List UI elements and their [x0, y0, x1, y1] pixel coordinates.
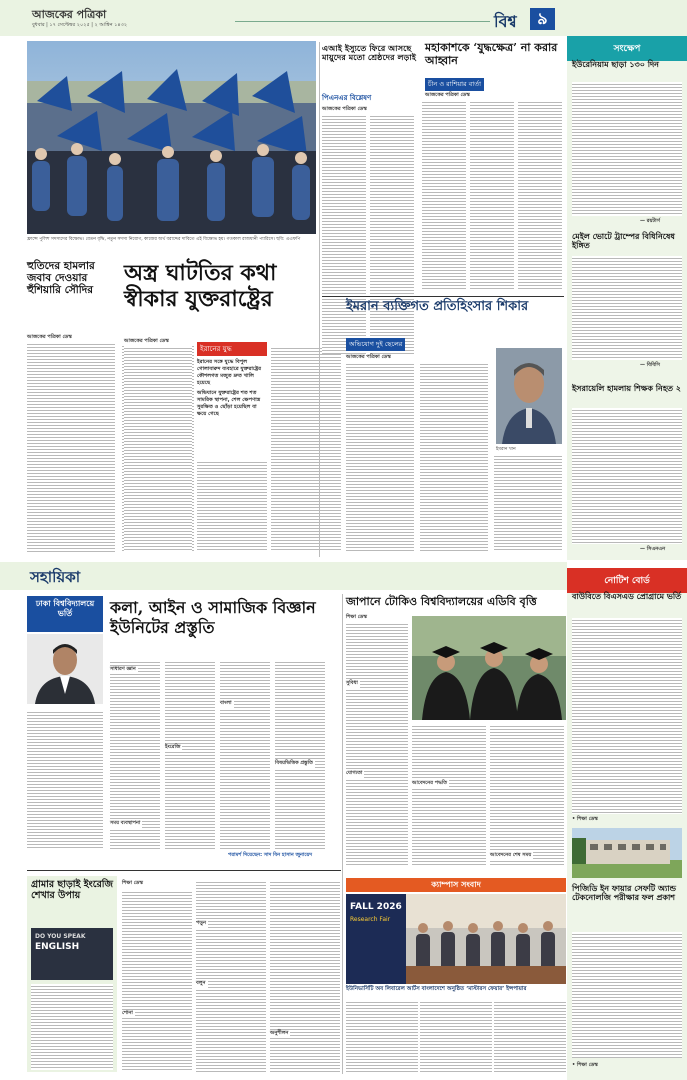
campus-caption: ইউনিভার্সিটি অব লিবারেল আর্টস বাংলাদেশে অনুষ্ঠিত ‘মাস্টারস ফেয়ার’ ইন্সপায়ার: [346, 986, 527, 992]
notice-item-2-byline: • শিক্ষা ডেস্ক: [572, 1062, 598, 1068]
col-rule-1: [319, 42, 320, 557]
campus-building-image: [572, 828, 682, 878]
japan-headline: জাপানে টোকিও বিশ্ববিদ্যালয়ের এডিবি বৃত্তি: [346, 595, 537, 608]
imran-photo: [496, 348, 562, 444]
japan-subhead-1: সুবিধা: [346, 680, 358, 686]
notice-item-2-headline: পিজিডি ইন ফায়ার সেফটি অ্যান্ড টেকনোলজি পরীক্ষার ফল প্রকাশ: [572, 883, 676, 903]
imran-portrait-image: [496, 348, 562, 444]
saudi-body: [27, 342, 115, 552]
space-tag: চীন ও রাশিয়ার বার্তা: [425, 78, 484, 91]
dhaka-subhead-2: ইংরেজি: [165, 744, 181, 750]
campus-body-col3: [494, 1000, 566, 1072]
graduates-photo: [412, 616, 566, 720]
english-subhead-1: শোনা: [122, 1010, 133, 1016]
dhaka-body-col5: [275, 660, 325, 850]
brief-title: সংক্ষেপ: [567, 36, 687, 61]
english-body-col4: [270, 880, 340, 1072]
dhaka-body-col4: [220, 660, 270, 850]
english-book-word: ENGLISH: [35, 942, 80, 952]
notice-item-1-body: [572, 618, 682, 814]
section-title: বিশ্ব: [494, 12, 517, 31]
dhaka-body-col3: [165, 660, 215, 850]
brief-item-2-byline: — বিবিসি: [640, 362, 660, 368]
japan-body-col2: [412, 724, 486, 866]
space-body-col3: [518, 100, 562, 290]
saudi-byline: আজকের পত্রিকা ডেস্ক: [27, 334, 72, 340]
masthead: [0, 0, 687, 36]
imran-body-col3: [494, 454, 562, 552]
notice-item-2-body: [572, 932, 682, 1058]
space-body-col2: [470, 100, 514, 290]
english-headline: গ্রামার ছাড়াই ইংরেজি শেখার উপায়: [31, 879, 114, 901]
iran-war-box: [197, 336, 267, 456]
brief-item-1-headline: ইউরেনিয়াম ছাড়া ১৩০ দিন: [572, 59, 659, 69]
japan-subhead-3: আবেদনের পদ্ধতি: [412, 780, 447, 786]
israel-byline: আজকের পত্রিকা ডেস্ক: [322, 106, 367, 112]
imran-tag: অভিযোগ দুই ছেলের: [346, 338, 405, 351]
lead-body-col2: [197, 460, 267, 552]
mentor-photo: [27, 634, 103, 704]
brief-item-1-byline: — রয়টার্স: [640, 218, 660, 224]
notice-item-1-byline: • শিক্ষা ডেস্ক: [572, 816, 598, 822]
dhaka-body-col1: [27, 710, 103, 850]
campus-body-col1: [346, 1000, 418, 1072]
sohayika-header: [0, 562, 567, 590]
english-subhead-3: বলুন: [196, 980, 206, 986]
dhaka-tag: ঢাকা বিশ্ববিদ্যালয়ে ভর্তি: [27, 596, 103, 632]
notice-item-1-headline: বাউবিতে বিএসএড প্রোগ্রামে ভর্তি: [572, 591, 682, 601]
english-body-col3: [196, 880, 266, 1072]
campus-header: ক্যাম্পাস সংবাদ: [346, 878, 566, 892]
english-body-col1: [31, 984, 113, 1070]
protest-crowd-image: [27, 41, 316, 234]
bou-campus-photo: [572, 828, 682, 878]
brief-item-2-body: [572, 256, 682, 360]
english-book-photo: [31, 928, 113, 980]
brief-item-3-headline: ইসরায়েলি হামলায় শিক্ষক নিহত ২: [572, 383, 682, 393]
imran-caption: ইমরান খান: [496, 447, 516, 452]
japan-subhead-4: আবেদনের শেষ সময়: [490, 852, 532, 858]
masthead-rule: [235, 21, 490, 22]
space-byline: আজকের পত্রিকা ডেস্ক: [425, 92, 470, 98]
saudi-headline: হুতিদের হামলার জবাব দেওয়ার হুঁশিয়ারি সৌদির: [27, 260, 95, 297]
dhaka-subhead-4: বিষয়ভিত্তিক প্রস্তুতি: [275, 760, 313, 766]
imran-divider: [322, 296, 564, 297]
imran-body-col2: [420, 362, 488, 552]
israel-sub: পিএনএর বিশ্লেষণ: [322, 94, 372, 102]
date-line: বুধবার | ১৭ সেপ্টেম্বর ২০২৫ | ২ আশ্বিন ১৪৩২: [32, 22, 128, 28]
imran-byline: আজকের পত্রিকা ডেস্ক: [346, 354, 391, 360]
mentor-portrait-image: [27, 634, 103, 704]
campus-body-col2: [420, 1000, 492, 1072]
english-book-question: DO YOU SPEAK: [35, 933, 86, 940]
campus-banner-label: Research Fair: [350, 916, 391, 923]
iran-box-point-1: ইরানের সঙ্গে যুদ্ধে বিপুল গোলাবারুদ ব্যবহারে যুক্তরাষ্ট্রের কৌশলগত মজুত দ্রুত খালি হয়েছে: [197, 359, 262, 387]
dhaka-subhead-1: সাধারণ জ্ঞান: [110, 666, 136, 672]
brief-item-2-headline: মেইল ভোটে ট্রাম্পের বিধিনিষেধ ইঙ্গিত: [572, 231, 675, 251]
space-headline: মহাকাশকে ‘যুদ্ধক্ষেত্র’ না করার আহ্বান: [425, 41, 558, 67]
page-number: ৯: [530, 8, 555, 30]
notice-title: নোটিশ বোর্ড: [567, 568, 687, 593]
brief-item-3-body: [572, 408, 682, 544]
space-body-col1: [422, 100, 466, 290]
israel-body-col1: [322, 114, 366, 354]
protest-photo: [27, 41, 316, 234]
imran-headline: ইমরান ব্যক্তিগত প্রতিহিংসার শিকার: [346, 299, 529, 314]
sohayika-title: সহায়িকা: [30, 568, 81, 586]
english-byline: শিক্ষা ডেস্ক: [122, 880, 143, 886]
japan-subhead-2: যোগ্যতা: [346, 770, 363, 776]
imran-body-col1: [346, 362, 414, 552]
campus-banner-year: FALL 2026: [350, 902, 402, 912]
lead-body-col3: [271, 346, 341, 552]
lead-byline: আজকের পত্রিকা ডেস্ক: [124, 338, 169, 344]
dhaka-subhead-3: বাংলা: [220, 700, 232, 706]
brief-item-3-byline: — সিএনএন: [640, 546, 666, 552]
section-rule: [27, 870, 341, 871]
dhaka-author: পরামর্শ দিয়েছেন: সাদ বিন হাসান জুনায়েদ: [228, 852, 312, 858]
graduates-image: [412, 616, 566, 720]
iran-box-point-2: অভিযানে যুক্তরাষ্ট্রের শত শত সামরিক স্থাপনা, শেল ক্ষেপণাস্ত্র সুরক্ষিত ও ছোঁড়া হয়েছিল বা ক্ষয়ে গেছে: [197, 390, 261, 418]
english-subhead-2: পড়ুন: [196, 920, 206, 926]
lead-body-col1: [124, 346, 192, 552]
israel-headline: এআই ইস্যুতে ফিরে আসছে মায়ুদের মতো শ্রেষ্ঠদের লড়াই: [322, 43, 417, 63]
photo-caption: ফ্রান্সে পুলিশ সদস্যদের বিক্ষোভ। বেতন বৃদ্ধি, নতুন সদস্য নিয়োগ, কাজের অর্থ বরাদ্দের দাবিতে এই বিক্ষোভ হয়। গতকাল রাজধানী প্যারিসে। ছবি: এএফপি: [27, 237, 301, 242]
english-subhead-4: অনুশীলন: [270, 1030, 289, 1036]
brief-item-1-body: [572, 82, 682, 216]
israel-body-col2: [370, 114, 414, 354]
english-body-col2: [122, 890, 192, 1072]
paper-name: আজকের পত্রিকা: [32, 8, 107, 21]
campus-photo: [346, 894, 566, 984]
japan-body-col3: [490, 724, 564, 866]
japan-byline: শিক্ষা ডেস্ক: [346, 614, 367, 620]
dhaka-subhead-5: সময় ব্যবস্থাপনা: [110, 820, 141, 826]
iran-box-title: ইরানের যুদ্ধ: [197, 342, 267, 356]
sohayika-headline: কলা, আইন ও সামাজিক বিজ্ঞান ইউনিটের প্রস্তুতি: [110, 598, 316, 637]
japan-body-col1: [346, 622, 408, 866]
col-rule-2: [342, 594, 343, 1074]
lead-headline: অস্ত্র ঘাটতির কথা স্বীকার যুক্তরাষ্ট্রের: [124, 260, 277, 313]
